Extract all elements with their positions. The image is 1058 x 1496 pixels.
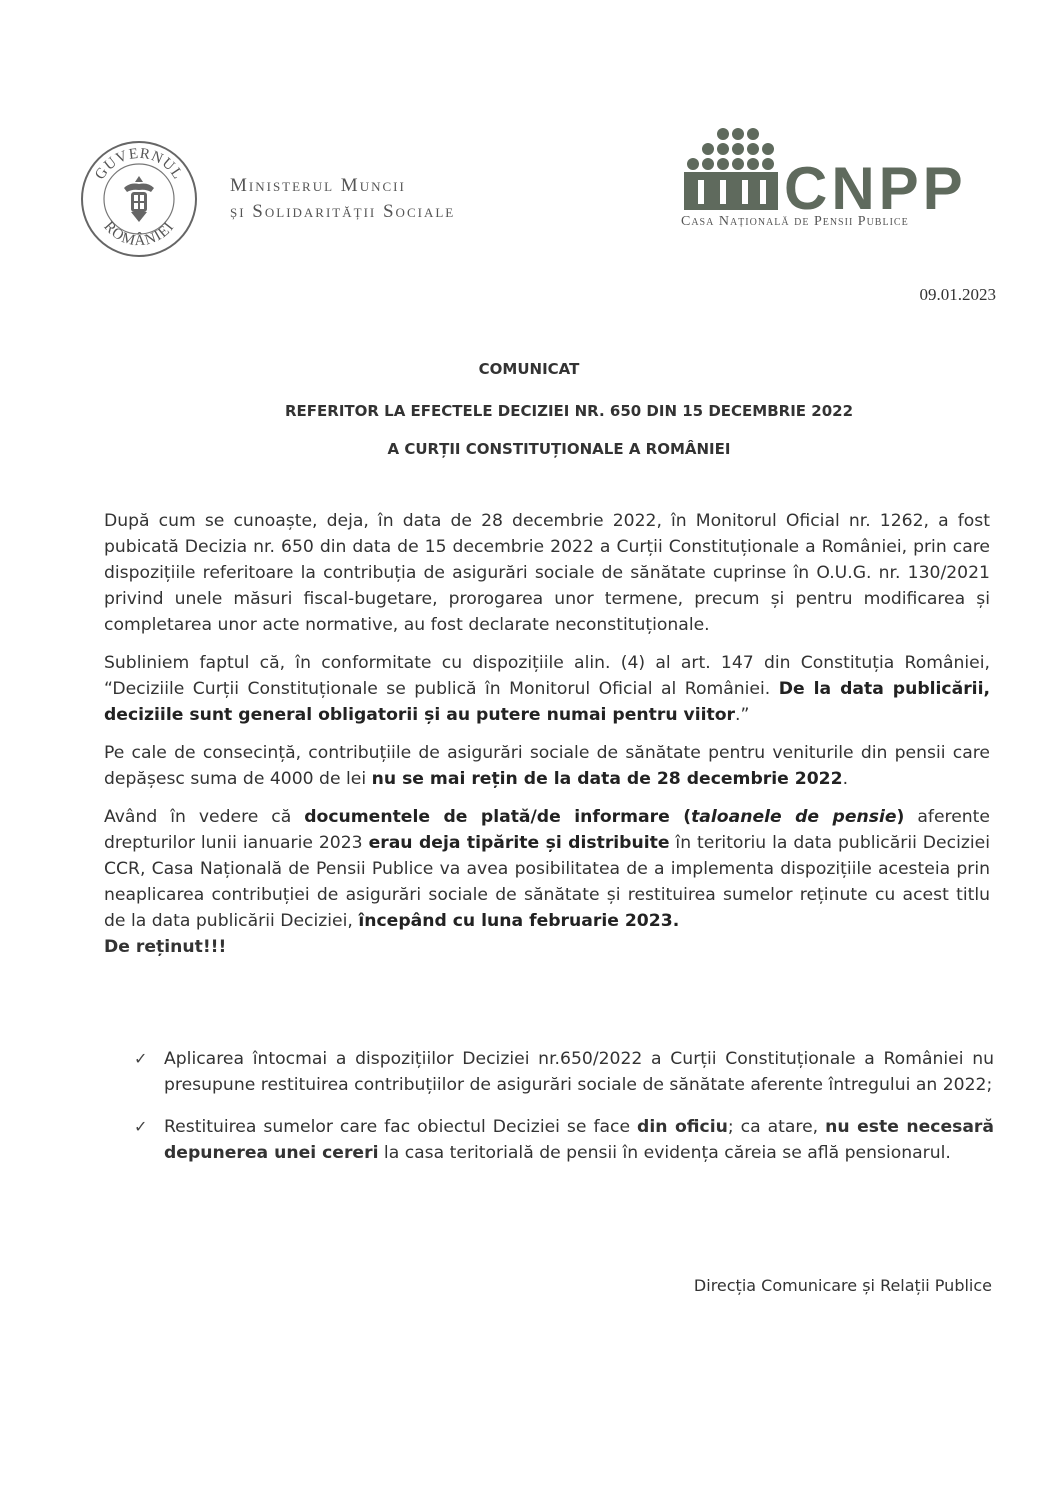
paragraph-3: [104, 740, 990, 792]
paragraph-4-bold-c: începând cu luna februarie 2023: [358, 911, 673, 931]
paragraph-4-text-a: Având în vedere că: [104, 807, 305, 827]
checkmark-icon: ✓: [134, 1049, 148, 1068]
document-date: 09.01.2023: [919, 285, 996, 304]
seal-text-bottom: ROMÂNIEI: [100, 218, 178, 250]
paragraph-4-text-c: în teritoriu la data publicării Deciziei CCR, Casa Națională de Pensii Publice va avea posibilitatea de a implementa dispozițiile acesteia prin neaplicarea contribuției de asigurări sociale de sănătate și restituirea sumelor reținute cu acest titlu de la data publicării Deciziei,: [104, 833, 990, 931]
list-item: [134, 1046, 994, 1098]
paragraph-4-italic: taloanele de pensie: [691, 807, 897, 827]
checkmark-icon: ✓: [134, 1117, 148, 1136]
svg-text:ROMÂNIEI: [100, 219, 177, 250]
document-subtitle-2: A CURȚII CONSTITUȚIONALE A ROMÂNIEI: [387, 440, 731, 458]
cnpp-logo-text: CNPP: [784, 155, 967, 222]
paragraph-4-end: .: [672, 911, 680, 931]
paragraph-4-bold-a: documentele de plată/de informare (: [304, 807, 692, 827]
paragraph-4-text-b: aferente drepturilor lunii ianuarie 2023: [104, 807, 990, 853]
signature: Direcția Comunicare și Relații Publice: [693, 1276, 992, 1295]
ministry-line-1: Ministerul Muncii: [230, 175, 406, 196]
ministry-line-2: și Solidarității Sociale: [230, 201, 456, 222]
note-title: De reținut!!!: [104, 937, 227, 957]
paragraph-2-bold: De la data publicării, deciziile sunt general obligatorii și au putere numai pentru viitor: [104, 679, 990, 725]
government-seal-logo: [80, 140, 198, 258]
paragraph-3-text: Pe cale de consecință, contribuțiile de asigurări sociale de sănătate pentru veniturile din pensii care depășesc suma de 4000 de lei: [104, 743, 990, 789]
check-item-2-text-a: Restituirea sumelor care fac obiectul Deciziei se face: [164, 1117, 638, 1137]
document-subtitle-1: REFERITOR LA EFECTELE DECIZIEI NR. 650 DIN 15 DECEMBRIE 2022: [284, 402, 853, 420]
ministry-name: [230, 173, 455, 225]
paragraph-4: [104, 804, 990, 934]
check-item-2-bold-b: nu este necesară depunerea unei cereri: [164, 1117, 995, 1163]
paragraph-4-bold-b: erau deja tipărite și distribuite: [368, 833, 670, 853]
check-item-2-text-b: ; ca atare,: [727, 1117, 826, 1137]
cnpp-subtitle: Casa Națională de Pensii Publice: [681, 214, 909, 229]
check-item-2-text-c: la casa teritorială de pensii în evidența căreia se află pensionarul.: [378, 1143, 951, 1163]
check-item-1-text: Aplicarea întocmai a dispozițiilor Deciziei nr.650/2022 a Curții Constituționale a României nu presupune restituirea contribuțiilor de asigurări sociale de sănătate aferente întregului an 2022;: [164, 1049, 994, 1095]
check-item-2-bold-a: din oficiu: [637, 1117, 728, 1137]
checklist: [134, 1046, 994, 1182]
paragraph-3-end: .: [842, 769, 849, 789]
paragraph-3-bold: nu se mai rețin de la data de 28 decembrie 2022: [371, 769, 843, 789]
paragraph-1: După cum se cunoaște, deja, în data de 28 decembrie 2022, în Monitorul Oficial nr. 1262, a fost pubicată Decizia nr. 650 din data de 15 decembrie 2022 a Curții Constituționale a României, prin care dispozițiile referitoare la contribuția de asigurări sociale de sănătate cuprinse în O.U.G. nr. 130/2021 privind unele măsuri fiscal-bugetare, prorogarea unor termene, precum și pentru modificarea și completarea unor acte normative, au fost declarate neconstituționale.: [104, 511, 990, 635]
paragraph-4-bold-paren: ): [896, 807, 905, 827]
document-body: [104, 508, 990, 972]
paragraph-2-text: Subliniem faptul că, în conformitate cu dispozițiile alin. (4) al art. 147 din Constituția României, “Deciziile Curții Constituționale se publică în Monitorul Oficial al României.: [104, 653, 990, 699]
paragraph-2: [104, 650, 990, 728]
list-item: [134, 1114, 994, 1166]
paragraph-2-end: .”: [735, 705, 750, 725]
seal-text-top: GUVERNUL: [92, 145, 186, 183]
document-title: COMUNICAT: [478, 360, 580, 378]
